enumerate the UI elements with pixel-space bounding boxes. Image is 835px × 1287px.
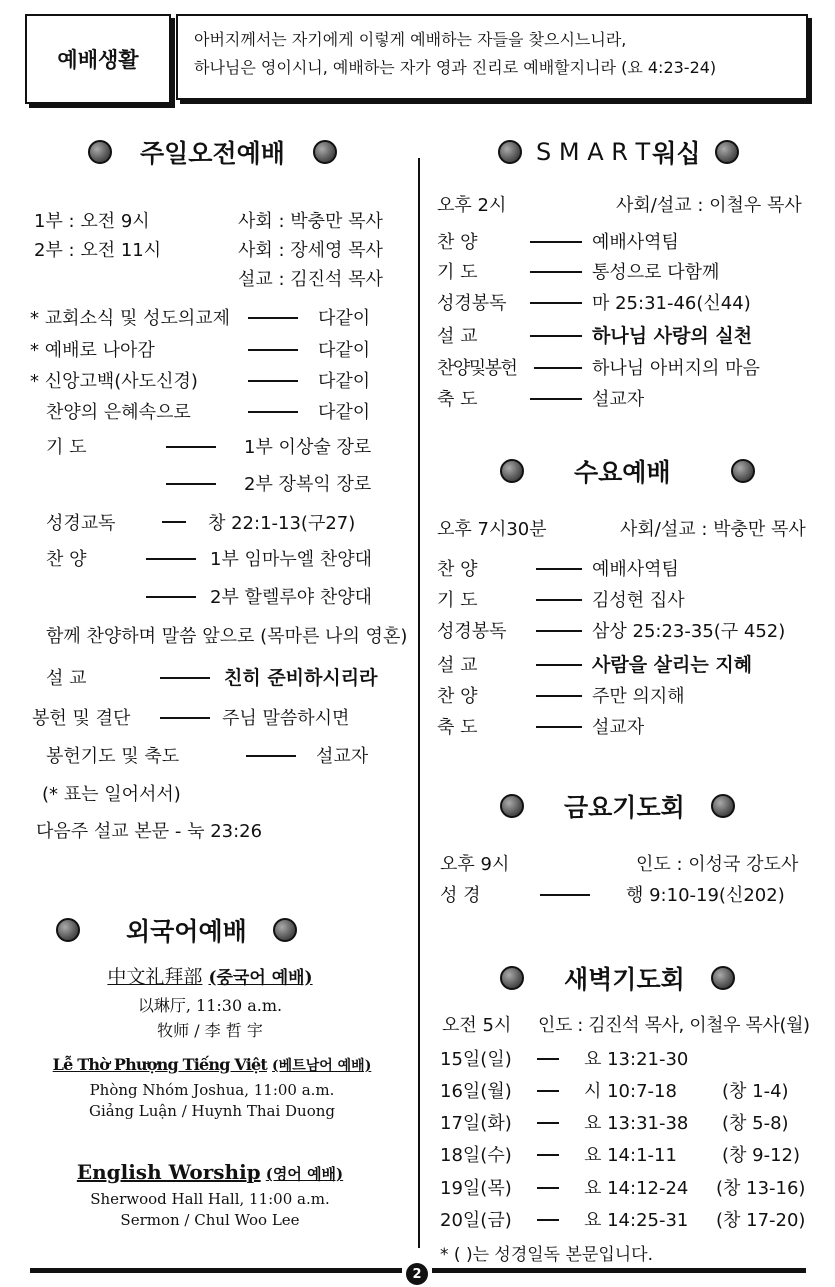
wed-row-label: 기 도 [437,590,478,611]
dawn-row-day: 15일(일) [440,1049,512,1070]
smart-row-label: 기 도 [437,262,478,283]
smart-row-label: 성경봉독 [437,293,507,314]
dash-line [160,717,210,719]
chinese-subtitle: (중국어 예배) [208,968,313,988]
smart-row-value: 통성으로 다함께 [592,262,720,283]
sunday-sermon-label: 설 교 [46,668,87,689]
dawn-row-ref: 요 14:25-31 [584,1210,689,1231]
smart-time: 오후 2시 [437,195,507,216]
footer-rule-left [30,1268,402,1273]
wed-title: 수요예배 [574,458,671,487]
dash-line [536,568,582,570]
wed-row-label: 축 도 [437,717,478,738]
page-number: 2 [406,1263,428,1285]
dawn-row-day: 16일(월) [440,1081,512,1102]
smart-row-value: 설교자 [592,389,645,410]
dash-line [146,558,196,560]
sunday-note: (* 표는 일어서서) [42,784,181,805]
dawn-row-ref: 시 10:7-18 [584,1081,677,1102]
sunday-leader2: 사회 : 장세영 목사 [238,240,383,261]
sunday-preacher: 설교 : 김진석 목사 [238,269,383,290]
sunday-item-label: * 예배로 나아감 [30,340,155,361]
wed-leader: 사회/설교 : 박충만 목사 [620,519,806,540]
dawn-row-day: 17일(화) [440,1113,512,1134]
wed-row-value: 설교자 [592,717,645,738]
dawn-row-ref: 요 14:1-11 [584,1145,677,1166]
dawn-row-extra: (창 5-8) [722,1113,789,1134]
viet-title: Lễ Thờ Phượng Tiếng Việt [52,1055,267,1074]
dawn-row-extra: (창 17-20) [716,1210,806,1231]
dash-line [536,695,582,697]
sunday-offprayer: 설교자 [316,746,369,767]
dawn-section-title [500,960,735,996]
dash-line [248,380,298,382]
sunday-item-label: * 교회소식 및 성도의교제 [30,308,231,329]
dawn-row-extra: (창 9-12) [722,1145,801,1166]
smart-row-label: 설 교 [437,326,478,347]
dash-line [536,726,582,728]
wed-section-title [500,453,755,489]
dash-line [530,335,582,337]
vietnamese-worship [10,1055,414,1120]
header-label: 예배생활 [57,48,139,72]
sunday-reading: 창 22:1-13(구27) [208,513,356,534]
bullet-dot-icon [88,140,112,164]
fri-title: 금요기도회 [564,793,685,822]
dash-line [160,677,210,679]
wed-row-label: 찬 양 [437,559,478,580]
wed-row-value: 김성현 집사 [592,590,685,611]
wed-sermon-title: 사람을 살리는 지혜 [592,654,753,676]
sunday-together: 함께 찬양하며 말씀 앞으로 (목마른 나의 영혼) [46,626,408,647]
english-line2: Sermon / Chul Woo Lee [120,1211,300,1229]
dash-line [537,1154,559,1156]
smart-leader: 사회/설교 : 이철우 목사 [616,195,802,216]
bullet-dot-icon [313,140,337,164]
header-label-box [25,14,171,104]
dash-line [536,664,582,666]
sunday-prayer-label: 기 도 [46,437,87,458]
smart-section-title [498,134,739,170]
sunday-item-label: 찬양의 은혜속으로 [46,402,191,423]
bullet-dot-icon [273,918,297,942]
chinese-line1: 以琳厅, 11:30 a.m. [137,996,283,1015]
bullet-dot-icon [500,459,524,483]
dash-line [248,349,298,351]
bullet-dot-icon [715,140,739,164]
dash-line [530,398,582,400]
dawn-row-ref: 요 13:31-38 [584,1113,689,1134]
dash-line [536,630,582,632]
foreign-title: 외국어예배 [126,917,247,946]
dawn-title: 새벽기도회 [564,965,685,994]
bullet-dot-icon [498,140,522,164]
sunday-item-value: 다같이 [318,308,371,329]
dawn-row-ref: 요 13:21-30 [584,1049,689,1070]
smart-row-value: 예배사역팀 [592,232,679,253]
dash-line [530,302,582,304]
sunday-next-text: 다음주 설교 본문 - 눅 23:26 [36,821,263,842]
dash-line [536,599,582,601]
dawn-row-extra: (창 1-4) [722,1081,789,1102]
sunday-item-value: 다같이 [318,402,371,423]
sunday-prayer2: 2부 장복익 장로 [244,474,372,495]
footer-rule-right [432,1268,806,1273]
dash-line [146,596,196,598]
foreign-section-title [56,912,297,948]
sunday-title: 주일오전예배 [140,139,285,168]
fri-section-title [500,788,735,824]
english-title: English Worship [76,1160,261,1184]
sunday-item-value: 다같이 [318,340,371,361]
sunday-prayer1: 1부 이상술 장로 [244,437,372,458]
dawn-leader: 인도 : 김진석 목사, 이철우 목사(월) [538,1015,810,1036]
wed-row-value: 예배사역팀 [592,559,679,580]
smart-row-label: 축 도 [437,389,478,410]
wed-row-label: 성경봉독 [437,621,507,642]
bullet-dot-icon [500,794,524,818]
dash-line [248,317,298,319]
sunday-offering-label: 봉헌 및 결단 [32,708,131,729]
fri-reading: 행 9:10-19(신202) [626,885,785,906]
dash-line [537,1219,559,1221]
bullet-dot-icon [711,966,735,990]
smart-row-label: 찬 양 [437,232,478,253]
viet-subtitle: (베트남어 예배) [272,1058,372,1074]
sunday-offering: 주님 말씀하시면 [222,708,350,729]
dash-line [534,367,582,369]
dash-line [537,1090,559,1092]
dash-line [537,1122,559,1124]
dawn-row-day: 18일(수) [440,1145,512,1166]
chinese-line2: 牧师 / 李 哲 宇 [157,1021,263,1040]
dawn-row-ref: 요 14:12-24 [584,1178,689,1199]
bullet-dot-icon [731,459,755,483]
english-subtitle: (영어 예배) [265,1165,344,1183]
dash-line [166,446,216,448]
dash-line [537,1187,559,1189]
smart-sermon-title: 하나님 사랑의 실천 [592,325,753,347]
viet-line1: Phòng Nhóm Joshua, 11:00 a.m. [89,1081,335,1099]
wed-time: 오후 7시30분 [437,519,547,540]
smart-row-label: 찬양및봉헌 [437,358,517,379]
english-worship [20,1160,400,1229]
smart-row-value: 마 25:31-46(신44) [592,293,751,314]
dash-line [162,521,186,523]
bullet-dot-icon [711,794,735,818]
sunday-choir1: 1부 임마누엘 찬양대 [210,549,372,570]
sunday-service1-time: 1부 : 오전 9시 [34,211,150,232]
sunday-choir2: 2부 할렐루야 찬양대 [210,587,372,608]
sunday-item-value: 다같이 [318,371,371,392]
bullet-dot-icon [56,918,80,942]
sunday-reading-label: 성경교독 [46,513,116,534]
chinese-title: 中文礼拜部 [107,966,203,988]
dash-line [530,271,582,273]
dash-line [530,241,582,243]
wed-row-value: 주만 의지해 [592,686,685,707]
sunday-section-title [88,134,337,170]
wed-row-label: 설 교 [437,655,478,676]
wed-row-label: 찬 양 [437,686,478,707]
dawn-note: * ( )는 성경일독 본문입니다. [440,1245,654,1265]
sunday-sermon-title: 친히 준비하시리라 [224,667,378,689]
chinese-worship [20,962,400,1041]
fri-leader: 인도 : 이성국 강도사 [636,854,799,875]
header-verse-line2: 하나님은 영이시니, 예배하는 자가 영과 진리로 예배할지니라 (요 4:23-24) [194,58,717,77]
sunday-service2-time: 2부 : 오전 11시 [34,240,162,261]
header-verse-line1: 아버지께서는 자기에게 이렇게 예배하는 자들을 찾으시느니라, [194,30,627,49]
dawn-row-extra: (창 13-16) [716,1178,806,1199]
dawn-row-day: 19일(목) [440,1178,512,1199]
bullet-dot-icon [500,966,524,990]
dash-line [166,483,216,485]
smart-row-value: 하나님 아버지의 마음 [592,358,760,379]
dash-line [246,755,296,757]
fri-time: 오후 9시 [440,854,510,875]
dash-line [537,1058,559,1060]
sunday-offprayer-label: 봉헌기도 및 축도 [46,746,180,767]
sunday-item-label: * 신앙고백(사도신경) [30,371,198,392]
column-divider [418,158,420,1248]
dash-line [540,894,590,896]
fri-reading-label: 성 경 [440,885,481,906]
smart-title-latin: S M A R T [536,138,651,166]
header-verse-box [176,14,808,100]
smart-title-korean: 워십 [652,139,701,168]
sunday-choir-label: 찬 양 [46,549,87,570]
wed-row-value: 삼상 25:23-35(구 452) [592,621,786,642]
dash-line [248,411,298,413]
viet-line2: Giảng Luận / Huynh Thai Duong [88,1102,336,1120]
dawn-row-day: 20일(금) [440,1210,512,1231]
english-line1: Sherwood Hall Hall, 11:00 a.m. [90,1190,330,1208]
dawn-time: 오전 5시 [442,1015,512,1036]
sunday-leader1: 사회 : 박충만 목사 [238,211,383,232]
